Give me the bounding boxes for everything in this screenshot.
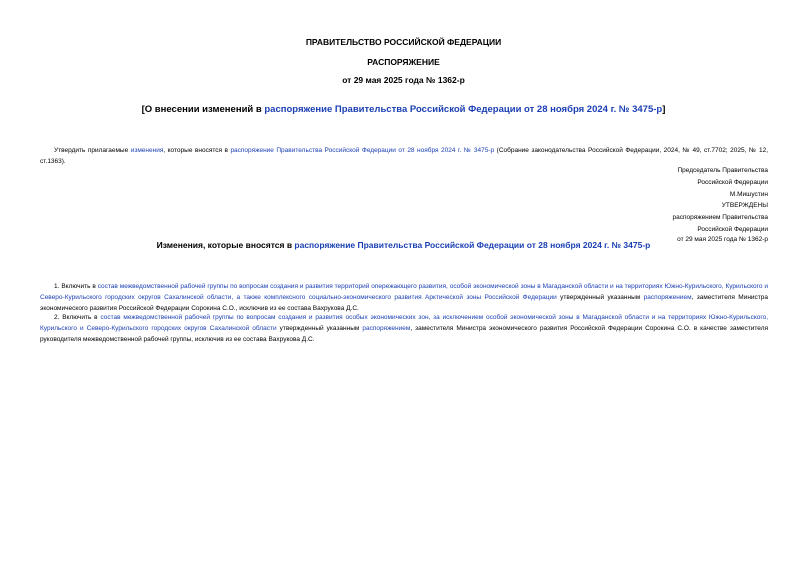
document-type: РАСПОРЯЖЕНИЕ [367,57,440,67]
change-item-2 [40,312,768,345]
change-item-1 [40,281,768,314]
item1-text-1: 1. Включить в [54,283,98,290]
intro-text-2: , которые вносятся в [163,147,231,154]
subject-prefix: О внесении изменений в [144,104,265,115]
document-subject [0,104,807,115]
item1-text-3: , заместителя Министра экономического развития Российской Федерации Сорокина С.О., исключив из ее состава Вахрукова Д.С. [40,294,769,312]
changes-title-order-link[interactable]: распоряжение Правительства Российской Федерации от 28 ноября 2024 г. № 3475-р [294,240,651,250]
subject-order-link[interactable]: распоряжение Правительства Российской Федерации от 28 ноября 2024 г. № 3475-р [264,104,663,115]
signature-name: М.Мишустин [729,191,768,198]
item2-order-link[interactable]: распоряжением [362,325,411,332]
changes-title [0,240,807,250]
approval-stamp: УТВЕРЖДЕНЫ [721,202,768,209]
approval-country: Российской Федерации [697,226,768,233]
subject-open-bracket: [ [141,104,145,115]
item2-text-1: 2. Включить в [54,314,101,321]
changes-link[interactable]: изменения [130,147,164,154]
approval-date: от 29 мая 2025 года № 1362-р [677,236,768,243]
intro-text-1: Утвердить прилагаемые [54,147,131,154]
signature-position: Председатель Правительства [677,167,768,174]
subject-close-bracket: ] [662,104,666,115]
approval-by: распоряжением Правительства [672,214,768,221]
government-title: ПРАВИТЕЛЬСТВО РОССИЙСКОЙ ФЕДЕРАЦИИ [305,37,502,47]
item1-order-link[interactable]: распоряжением [643,294,692,301]
item2-text-2: утвержденный указанным [276,325,363,332]
document-date-number: от 29 мая 2025 года № 1362-р [342,75,465,85]
intro-text-3: (Собрание законодательства Российской Федерации, 2024, № 49, ст.7702; 2025, № 12, ст.1363). [40,147,768,165]
changes-title-prefix: Изменения, которые вносятся в [156,240,295,250]
intro-order-link[interactable]: распоряжение Правительства Российской Федерации от 28 ноября 2024 г. № 3475-р [230,147,495,154]
signature-country: Российской Федерации [697,179,768,186]
intro-paragraph [40,145,768,167]
item1-text-2: утвержденный указанным [556,294,644,301]
item2-text-3: , заместителя Министра экономического развития Российской Федерации Сорокина С.О. в качестве заместителя руководителя межведомственной рабочей группы, исключив из ее состава Вахрукова Д.С. [40,325,769,343]
item1-group-link[interactable]: состав межведомственной рабочей группы по вопросам создания и развития территорий опережающего развития, особой экономической зоны в Магаданской области и на территориях Южно-Курильского, Курильского и Северо-Курильского городских округов Сахалинской области, а также комплексного социально-экономического развития Арктической зоны Российской Федерации [40,283,768,301]
item2-group-link[interactable]: состав межведомственной рабочей группы по вопросам создания и развития особых экономических зон, за исключением особой экономической зоны в Магаданской области и на территориях Южно-Курильского, Курильского и Северо-Курильского городских округов Сахалинской области [40,314,769,332]
